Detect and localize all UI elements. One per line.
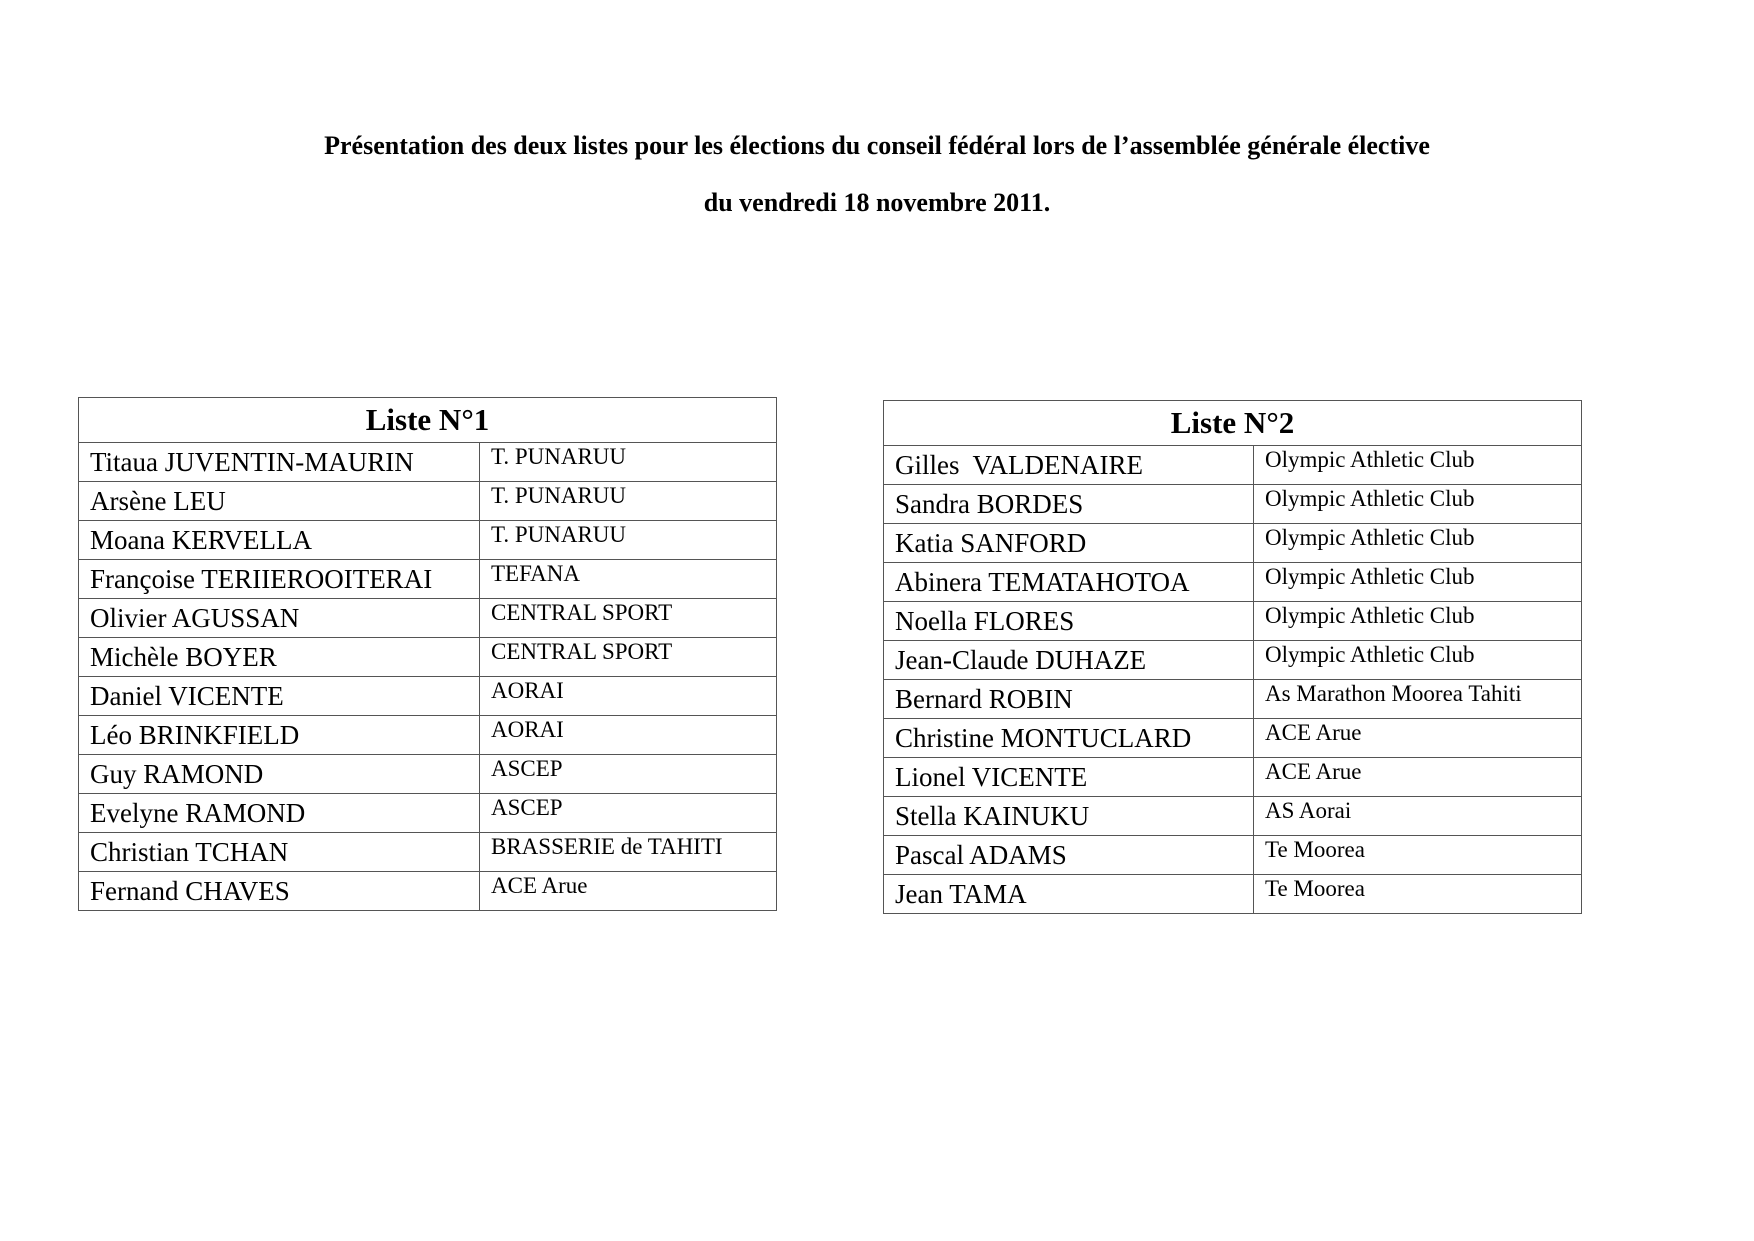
club-name: CENTRAL SPORT [480, 638, 777, 677]
candidate-name: Léo BRINKFIELD [79, 716, 480, 755]
club-name: Olympic Athletic Club [1254, 563, 1582, 602]
club-name: T. PUNARUU [480, 521, 777, 560]
document-title-line2: du vendredi 18 novembre 2011. [703, 188, 1051, 217]
table-row [79, 755, 777, 794]
candidate-name: Gilles VALDENAIRE [884, 446, 1254, 485]
table-row [884, 836, 1582, 875]
table-row [884, 875, 1582, 914]
table-row [884, 446, 1582, 485]
candidate-name: Jean TAMA [884, 875, 1254, 914]
candidate-name: Lionel VICENTE [884, 758, 1254, 797]
list-heading: Liste N°2 [884, 401, 1582, 446]
table-row [79, 833, 777, 872]
club-name: CENTRAL SPORT [480, 599, 777, 638]
candidate-name: Evelyne RAMOND [79, 794, 480, 833]
candidate-name: Olivier AGUSSAN [79, 599, 480, 638]
club-name: Olympic Athletic Club [1254, 485, 1582, 524]
candidate-name: Guy RAMOND [79, 755, 480, 794]
table-row [884, 719, 1582, 758]
club-name: T. PUNARUU [480, 482, 777, 521]
club-name: Olympic Athletic Club [1254, 602, 1582, 641]
candidate-name: Noella FLORES [884, 602, 1254, 641]
club-name: As Marathon Moorea Tahiti [1254, 680, 1582, 719]
table-row [884, 602, 1582, 641]
club-name: Olympic Athletic Club [1254, 446, 1582, 485]
list-heading: Liste N°1 [79, 398, 777, 443]
candidate-name: Christian TCHAN [79, 833, 480, 872]
club-name: ACE Arue [1254, 758, 1582, 797]
club-name: ACE Arue [1254, 719, 1582, 758]
table-row [79, 443, 777, 482]
table-row [79, 482, 777, 521]
club-name: TEFANA [480, 560, 777, 599]
table-row [79, 638, 777, 677]
table-row [884, 563, 1582, 602]
table-row [79, 794, 777, 833]
candidate-name: Titaua JUVENTIN-MAURIN [79, 443, 480, 482]
club-name: AORAI [480, 677, 777, 716]
candidate-name: Christine MONTUCLARD [884, 719, 1254, 758]
table-row [884, 680, 1582, 719]
table-row [884, 524, 1582, 563]
candidate-name: Pascal ADAMS [884, 836, 1254, 875]
table-row [79, 560, 777, 599]
candidate-name: Abinera TEMATAHOTOA [884, 563, 1254, 602]
club-name: Te Moorea [1254, 875, 1582, 914]
candidate-name: Sandra BORDES [884, 485, 1254, 524]
candidate-name: Jean-Claude DUHAZE [884, 641, 1254, 680]
table-row [79, 716, 777, 755]
candidate-name: Michèle BOYER [79, 638, 480, 677]
table-row [884, 485, 1582, 524]
club-name: Te Moorea [1254, 836, 1582, 875]
table-row [79, 872, 777, 911]
candidate-name: Daniel VICENTE [79, 677, 480, 716]
club-name: T. PUNARUU [480, 443, 777, 482]
document-title-line1: Présentation des deux listes pour les élections du conseil fédéral lors de l’assemblée générale élective [324, 131, 1430, 160]
candidate-name: Bernard ROBIN [884, 680, 1254, 719]
candidate-name: Françoise TERIIEROOITERAI [79, 560, 480, 599]
table-row [884, 641, 1582, 680]
table-row [79, 521, 777, 560]
list-2-table [883, 400, 1582, 914]
table-row [884, 758, 1582, 797]
candidate-name: Fernand CHAVES [79, 872, 480, 911]
club-name: ASCEP [480, 755, 777, 794]
club-name: Olympic Athletic Club [1254, 524, 1582, 563]
club-name: Olympic Athletic Club [1254, 641, 1582, 680]
club-name: ASCEP [480, 794, 777, 833]
club-name: BRASSERIE de TAHITI [480, 833, 777, 872]
table-row [79, 599, 777, 638]
table-row [79, 677, 777, 716]
candidate-name: Moana KERVELLA [79, 521, 480, 560]
club-name: AORAI [480, 716, 777, 755]
club-name: ACE Arue [480, 872, 777, 911]
table-row [884, 797, 1582, 836]
list-1-table [78, 397, 777, 911]
candidate-name: Arsène LEU [79, 482, 480, 521]
candidate-name: Katia SANFORD [884, 524, 1254, 563]
candidate-name: Stella KAINUKU [884, 797, 1254, 836]
club-name: AS Aorai [1254, 797, 1582, 836]
